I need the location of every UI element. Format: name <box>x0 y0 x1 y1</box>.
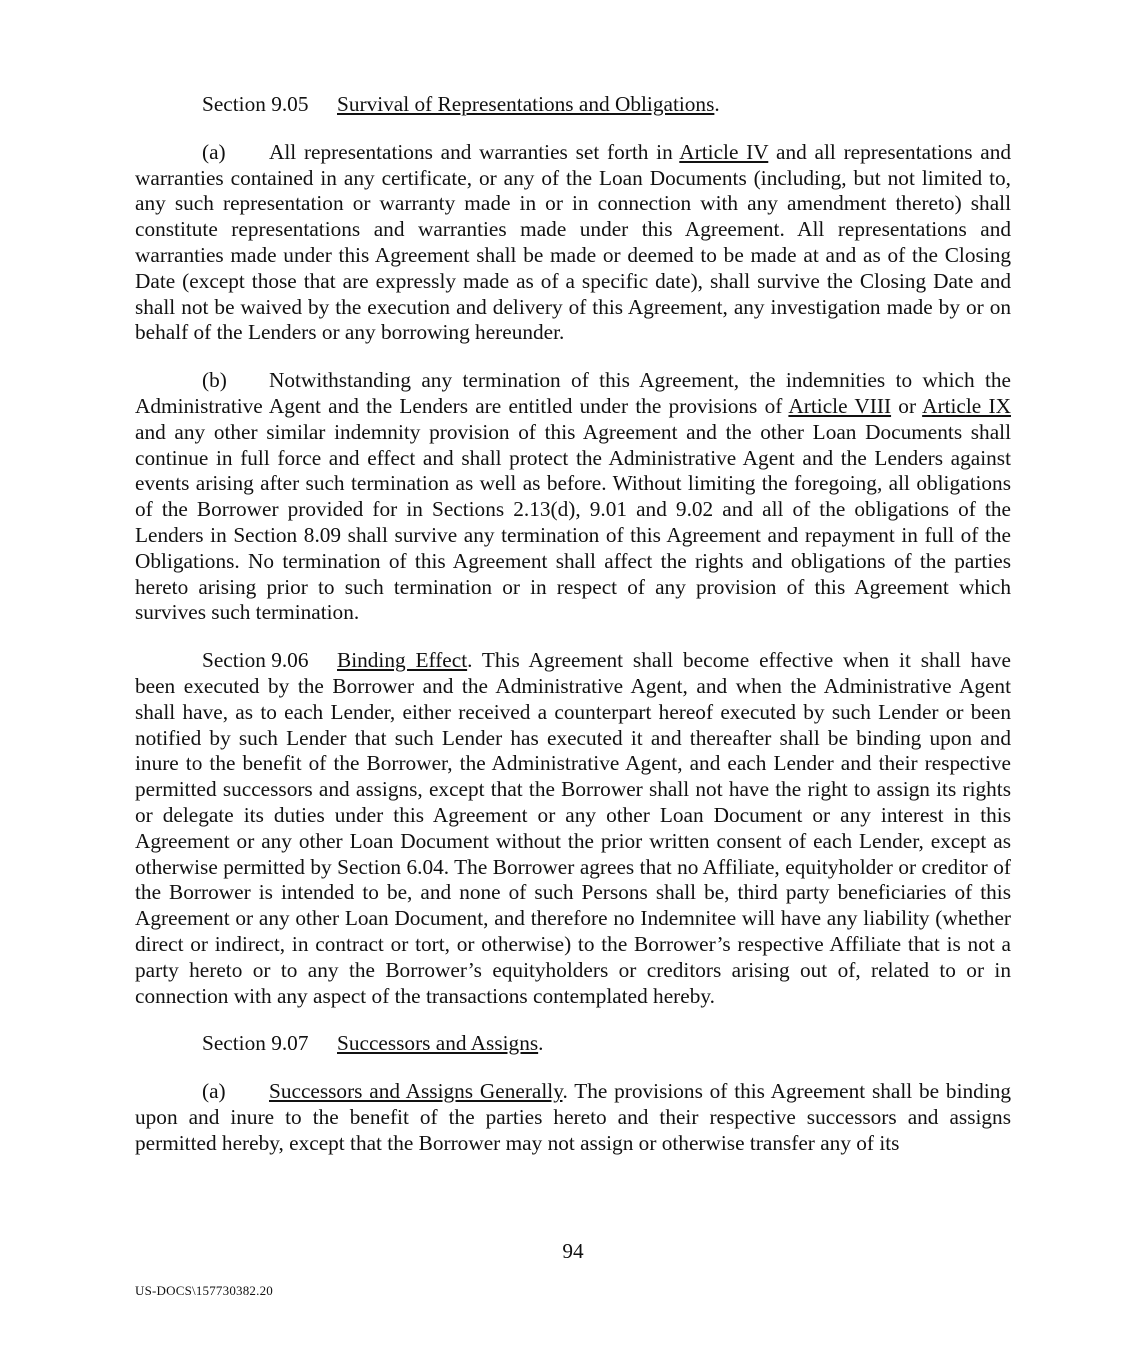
article-ix-reference: Article IX <box>922 393 1011 418</box>
section-9-07-heading <box>135 1031 1011 1057</box>
paragraph-label: (a) <box>202 139 226 164</box>
section-number: Section 9.05 <box>202 92 309 116</box>
paragraph-text: or <box>891 393 923 418</box>
section-9-05-paragraph-a <box>135 140 1011 346</box>
article-viii-reference: Article VIII <box>788 393 892 418</box>
page-number: 94 <box>562 1239 584 1263</box>
section-title-period: . <box>714 92 720 116</box>
paragraph-text: and any other similar indemnity provision of this Agreement and the other Loan Documents shall continue in full force and effect and shall protect the Administrative Agent and the Lenders against events arising after such termination as well as before. Without limiting the foregoing, all obligations of the Borrower provided for in Sections 2.13(d), 9.01 and 9.02 and all of the obligations of the Lenders in Section 8.09 shall survive any termination of this Agreement and repayment in full of the Obligations. No termination of this Agreement shall affect the rights and obligations of the parties hereto arising prior to such termination or in respect of any provision of this Agreement which survives such termination. <box>135 419 1011 625</box>
section-title: Binding Effect <box>337 648 468 673</box>
paragraph-text: . This Agreement shall become effective when it shall have been executed by the Borrower and the Administrative Agent, and when the Administrative Agent shall have, as to each Lender, either received a counterpart hereof executed by such Lender or been notified by such Lender that such Lender has executed it and thereafter shall be binding upon and inure to the benefit of the Borrower, the Administrative Agent, and each Lender and their respective permitted successors and assigns, except that the Borrower shall not have the right to assign its rights or delegate its duties under this Agreement or any other Loan Document or any interest in this Agreement or any other Loan Document without the prior written consent of each Lender, except as otherwise permitted by Section 6.04. The Borrower agrees that no Affiliate, equityholder or creditor of the Borrower is intended to be, and none of such Persons shall be, third party beneficiaries of this Agreement or any other Loan Document, and therefore no Indemnitee will have any liability (whether direct or indirect, in contract or tort, or otherwise) to the Borrower’s respective Affiliate that is not a party hereto or to any the Borrower’s equityholders or creditors arising out of, related to or in connection with any aspect of the transactions contemplated hereby. <box>135 648 1011 1008</box>
section-title-period: . <box>538 1031 544 1056</box>
paragraph-text: . The provisions of this Agreement shall be binding upon and inure to the benefit of the parties hereto and their respective successors and assigns permitted hereby, except that the Borrower may not assign or otherwise transfer any of its <box>135 1079 1011 1155</box>
document-id: US-DOCS\157730382.20 <box>135 1283 273 1298</box>
section-9-06-paragraph <box>135 648 1011 1009</box>
article-iv-reference: Article IV <box>679 139 769 164</box>
section-title: Successors and Assigns <box>337 1031 539 1056</box>
document-page <box>135 92 1011 1178</box>
subsection-title: Successors and Assigns Generally <box>269 1079 563 1104</box>
section-title: Survival of Representations and Obligations <box>337 92 715 116</box>
paragraph-text: Notwithstanding any termination of this Agreement, the indemnities to which the Administrative Agent and the Lenders are entitled under the provisions of <box>135 368 1011 418</box>
section-9-05-paragraph-b <box>135 368 1011 626</box>
paragraph-text: All representations and warranties set forth in <box>269 139 680 164</box>
section-9-07-paragraph-a <box>135 1079 1011 1156</box>
section-number: Section 9.07 <box>202 1031 309 1056</box>
section-9-05-heading <box>135 92 1011 118</box>
paragraph-text: and all representations and warranties contained in any certificate, or any of the Loan Documents (including, but not limited to, any such representation or warranty made in or in connection with any amendment thereto) shall constitute representations and warranties made under this Agreement. All representations and warranties made under this Agreement shall be made or deemed to be made at and as of the Closing Date (except those that are expressly made as of a specific date), shall survive the Closing Date and shall not be waived by the execution and delivery of this Agreement, any investigation made by or on behalf of the Lenders or any borrowing hereunder. <box>135 139 1011 345</box>
section-number: Section 9.06 <box>202 648 309 673</box>
paragraph-label: (b) <box>202 368 227 393</box>
paragraph-label: (a) <box>202 1079 226 1104</box>
